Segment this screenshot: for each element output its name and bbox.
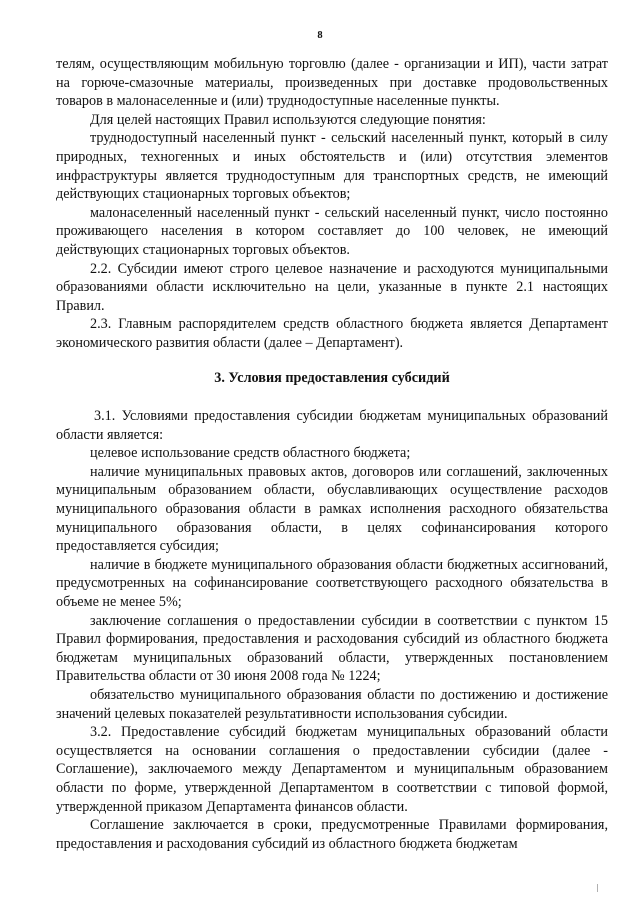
condition-item-target-use: целевое использование средств областного бюджета; bbox=[90, 445, 411, 462]
paragraph-hard-to-reach-definition: труднодоступный населенный пункт - сельский населенный пункт, который в силу природных, техногенных и иных обстоятельств и (или) отсутствия элементов инфраструктуры является труднодоступным для транспортных средств, не имеющий действующих стационарных торговых объектов; bbox=[56, 130, 608, 203]
paragraph-agreement-terms: Соглашение заключается в сроки, предусмотренные Правилами формирования, предоставления и расходования субсидий из областного бюджета бюджетам bbox=[56, 817, 608, 852]
condition-item-legal-acts: наличие муниципальных правовых актов, договоров или соглашений, заключенных муниципальным образованием области, обуславливающих осуществление расходов муниципального образования области в рамках исполнения расходного обязательства муниципального образования области, в целях софинансирования которого предоставляется субсидия; bbox=[56, 463, 608, 555]
paragraph-2-3: 2.3. Главным распорядителем средств областного бюджета является Департамент экономического развития области (далее – Департамент). bbox=[56, 316, 608, 351]
paragraph-3-2: 3.2. Предоставление субсидий бюджетам муниципальных образований области осуществляется на основании соглашения о предоставлении субсидии (далее - Соглашение), заключаемого между Департаментом и муниципальным образованием области по форме, утвержденной Департаментом в соответствии с типовой формой, утвержденной приказом Департамента финансов области. bbox=[56, 724, 608, 815]
scan-mark bbox=[597, 884, 598, 892]
paragraph-3-1: 3.1. Условиями предоставления субсидии бюджетам муниципальных образований области является: bbox=[56, 408, 608, 443]
paragraph-definitions-intro: Для целей настоящих Правил используются следующие понятия: bbox=[90, 111, 486, 128]
condition-item-budget-allocations: наличие в бюджете муниципального образования области бюджетных ассигнований, предусмотренных на софинансирование соответствующего расходного обязательства в объеме не менее 5%; bbox=[56, 556, 608, 611]
condition-item-performance-indicators: обязательство муниципального образования области по достижению и достижение значений целевых показателей результативности использования субсидии. bbox=[56, 687, 608, 722]
paragraph-2-2: 2.2. Субсидии имеют строго целевое назначение и расходуются муниципальными образованиями области исключительно на цели, указанные в пункте 2.1 настоящих Правил. bbox=[56, 260, 608, 314]
paragraph-sparsely-populated-definition: малонаселенный населенный пункт - сельский населенный пункт, число постоянно проживающего населения в котором составляет до 100 человек, не имеющий действующих стационарных торговых объектов. bbox=[56, 204, 608, 258]
section-heading: 3. Условия предоставления субсидий bbox=[214, 369, 450, 386]
condition-item-agreement: заключение соглашения о предоставлении субсидии в соответствии с пунктом 15 Правил формирования, предоставления и расходования субсидий из областного бюджета бюджетам муниципальных образований области, утвержденных постановлением Правительства области от 30 июня 2008 года № 1224; bbox=[56, 612, 608, 685]
page-number: 8 bbox=[317, 30, 323, 41]
paragraph-continuation: телям, осуществляющим мобильную торговлю (далее - организации и ИП), части затрат на горюче-смазочные материалы, произведенных при доставке продовольственных товаров в малонаселенные и (или) труднодоступные населенные пункты. bbox=[56, 56, 608, 110]
document-body bbox=[56, 55, 608, 853]
